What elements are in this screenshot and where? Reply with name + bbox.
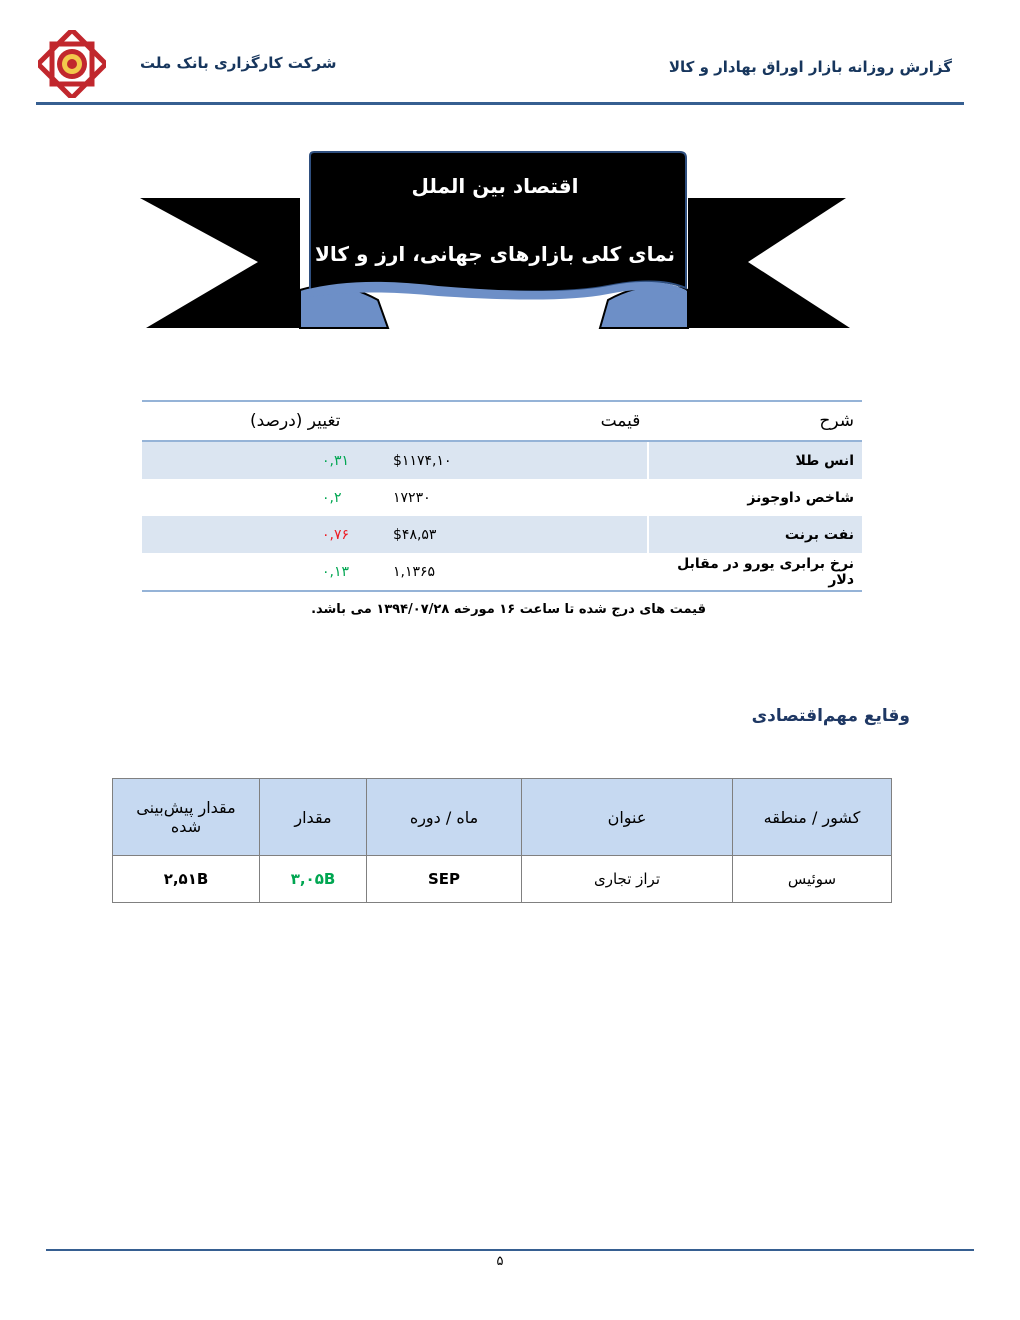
- event-country: سوئیس: [733, 856, 892, 903]
- event-title: تراز تجاری: [522, 856, 733, 903]
- event-forecast: ۲,۵۱B: [113, 856, 260, 903]
- row-desc: نرخ برابری یورو در مقابل دلار: [648, 553, 862, 591]
- header-country: کشور / منطقه: [733, 779, 892, 856]
- header-price: قیمت: [357, 401, 648, 441]
- row-price: $۱۱۷۴,۱۰: [357, 441, 648, 479]
- banner-title: اقتصاد بین الملل: [411, 174, 579, 198]
- row-price: ۱,۱۳۶۵: [357, 553, 648, 591]
- header-amount: مقدار: [260, 779, 367, 856]
- event-period: SEP: [367, 856, 522, 903]
- row-change: ۰,۳۱: [142, 441, 357, 479]
- table-row: [113, 856, 892, 903]
- row-change: ۰,۷۶: [142, 516, 357, 553]
- table-row: [142, 479, 862, 516]
- header-divider: [36, 102, 964, 105]
- company-name: شرکت کارگزاری بانک ملت: [140, 54, 337, 72]
- header-period: ماه / دوره: [367, 779, 522, 856]
- header-change: تغییر (درصد): [142, 401, 357, 441]
- footer-divider: [46, 1249, 974, 1251]
- table-row: [142, 516, 862, 553]
- bank-mellat-logo: [38, 30, 106, 98]
- market-table: [142, 400, 862, 592]
- row-desc: شاخص داوجونز: [648, 479, 862, 516]
- row-desc: انس طلا: [648, 441, 862, 479]
- market-table-header: [142, 401, 862, 441]
- table-row: [142, 553, 862, 591]
- banner-subtitle: نمای کلی بازارهای جهانی، ارز و کالا: [315, 242, 675, 266]
- page-number: ۵: [496, 1254, 504, 1269]
- row-change: ۰,۱۳: [142, 553, 357, 591]
- row-price: ۱۷۲۳۰: [393, 489, 431, 506]
- price-note: قیمت های درج شده تا ساعت ۱۶ مورخه ۱۳۹۴/۰۷/۲۸ می باشد.: [311, 602, 706, 617]
- row-desc: نفت برنت: [648, 516, 862, 553]
- event-amount: ۳,۰۵B: [260, 856, 367, 903]
- header-forecast: مقدار پیش‌بینی شده: [113, 779, 260, 856]
- report-title: گزارش روزانه بازار اوراق بهادار و کالا: [668, 58, 952, 76]
- events-title: وقایع مهم‌اقتصادی: [751, 706, 910, 726]
- events-table: [112, 778, 892, 903]
- events-table-header: [113, 779, 892, 856]
- table-row: [142, 441, 862, 479]
- row-price: $۴۸,۵۳: [357, 516, 648, 553]
- header-title: عنوان: [522, 779, 733, 856]
- row-change: ۰,۲: [322, 489, 342, 506]
- header-desc: شرح: [648, 401, 862, 441]
